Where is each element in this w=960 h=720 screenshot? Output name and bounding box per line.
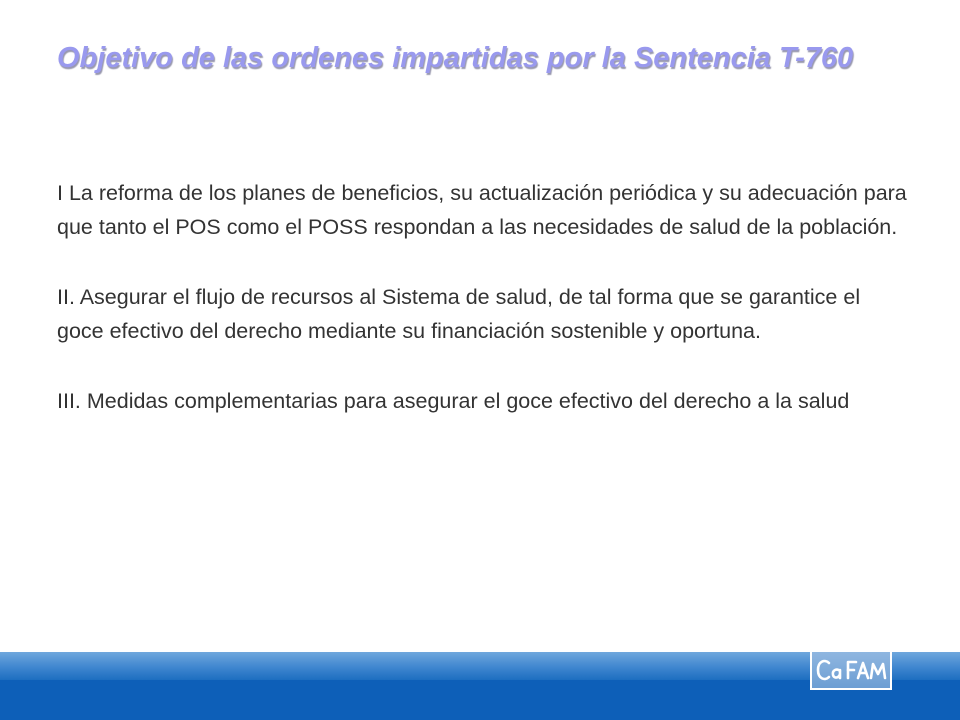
objective-paragraph-2: II. Asegurar el flujo de recursos al Sistema de salud, de tal forma que se garantice el goce efectivo del derecho mediante su financiación sostenible y oportuna. xyxy=(57,285,861,343)
objective-paragraph-3: III. Medidas complementarias para asegurar el goce efectivo del derecho a la salud xyxy=(57,389,850,413)
cafam-logo xyxy=(810,650,892,690)
objective-paragraph-1: I La reforma de los planes de beneficios, su actualización periódica y su adecuación para que tanto el POS como el POSS respondan a las necesidades de salud de la población. xyxy=(57,181,907,239)
slide-body xyxy=(57,176,907,454)
slide-title: Objetivo de las ordenes impartidas por la Sentencia T-760 xyxy=(57,42,854,74)
